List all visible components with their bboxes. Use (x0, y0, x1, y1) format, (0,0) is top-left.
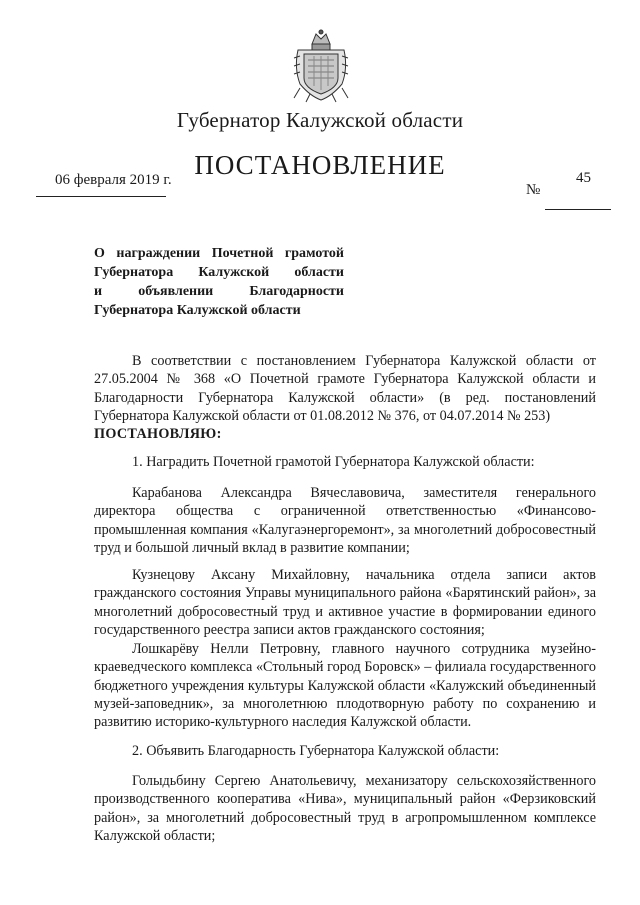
item-heading: 1. Наградить Почетной грамотой Губернатора Калужской области: (132, 454, 535, 470)
number-underline (545, 209, 611, 210)
number-sign: № (526, 182, 541, 198)
document-date: 06 февраля 2019 г. (55, 172, 172, 188)
coat-of-arms-emblem (290, 28, 352, 104)
document-type-heading: ПОСТАНОВЛЕНИЕ (194, 150, 446, 180)
item-heading: 2. Объявить Благодарность Губернатора Калужской области: (132, 743, 500, 759)
title-line: О награждении Почетной грамотой (94, 246, 344, 261)
item-2-heading-block (94, 742, 596, 760)
awardee-paragraph: Лошкарёву Нелли Петровну, главного научного сотрудника музейно-краеведческого комплекса «Стольный город Боровск» – филиала государственного бюджетного учреждения культуры Калужской области «Калужский объединенный музей-заповедник», за многолетнюю плодотворную работу по сохранению и развитию историко-культурного наследия Калужской области. (94, 641, 596, 731)
title-line: Губернатора Калужской области (94, 265, 344, 280)
document-number: 45 (576, 170, 591, 186)
preamble-block (94, 352, 596, 443)
title-line: и объявлении Благодарности (94, 284, 344, 299)
issuing-authority: Губернатор Калужской области (176, 108, 464, 132)
awardee-paragraph: Кузнецову Аксану Михайловну, начальника отдела записи актов гражданского состояния Управы муниципального района «Барятинский район», за многолетний добросовестный труд и активное участие в формировании единого государственного реестра записи актов гражданского состояния; (94, 567, 596, 638)
decree-word: ПОСТАНОВЛЯЮ: (94, 426, 222, 443)
title-line: Губернатора Калужской области (94, 303, 301, 318)
awardee-paragraph: Голыдьбину Сергею Анатольевичу, механизатору сельскохозяйственного производственного кооператива «Нива», муниципальный район «Ферзиковский район», за многолетний добросовестный труд в агропромышленном комплексе Калужской области; (94, 773, 596, 844)
item-1-heading-block (94, 453, 596, 471)
document-title (94, 244, 344, 320)
awardee-paragraph: Карабанова Александра Вячеславовича, заместителя генерального директора общества с ограниченной ответственностью «Финансово-промышленная компания «Калугаэнергоремонт», за многолетний добросовестный труд и большой личный вклад в развитие компании; (94, 485, 596, 556)
preamble-text: В соответствии с постановлением Губернатора Калужской области от 27.05.2004 № 368 «О Почетной грамоте Губернатора Калужской области и Благодарности Губернатора Калужской области» (в ред. постановлений Губернатора Калужской области от 01.08.2012 № 376, от 04.07.2014 № 253) (94, 353, 596, 424)
date-underline (36, 196, 166, 197)
